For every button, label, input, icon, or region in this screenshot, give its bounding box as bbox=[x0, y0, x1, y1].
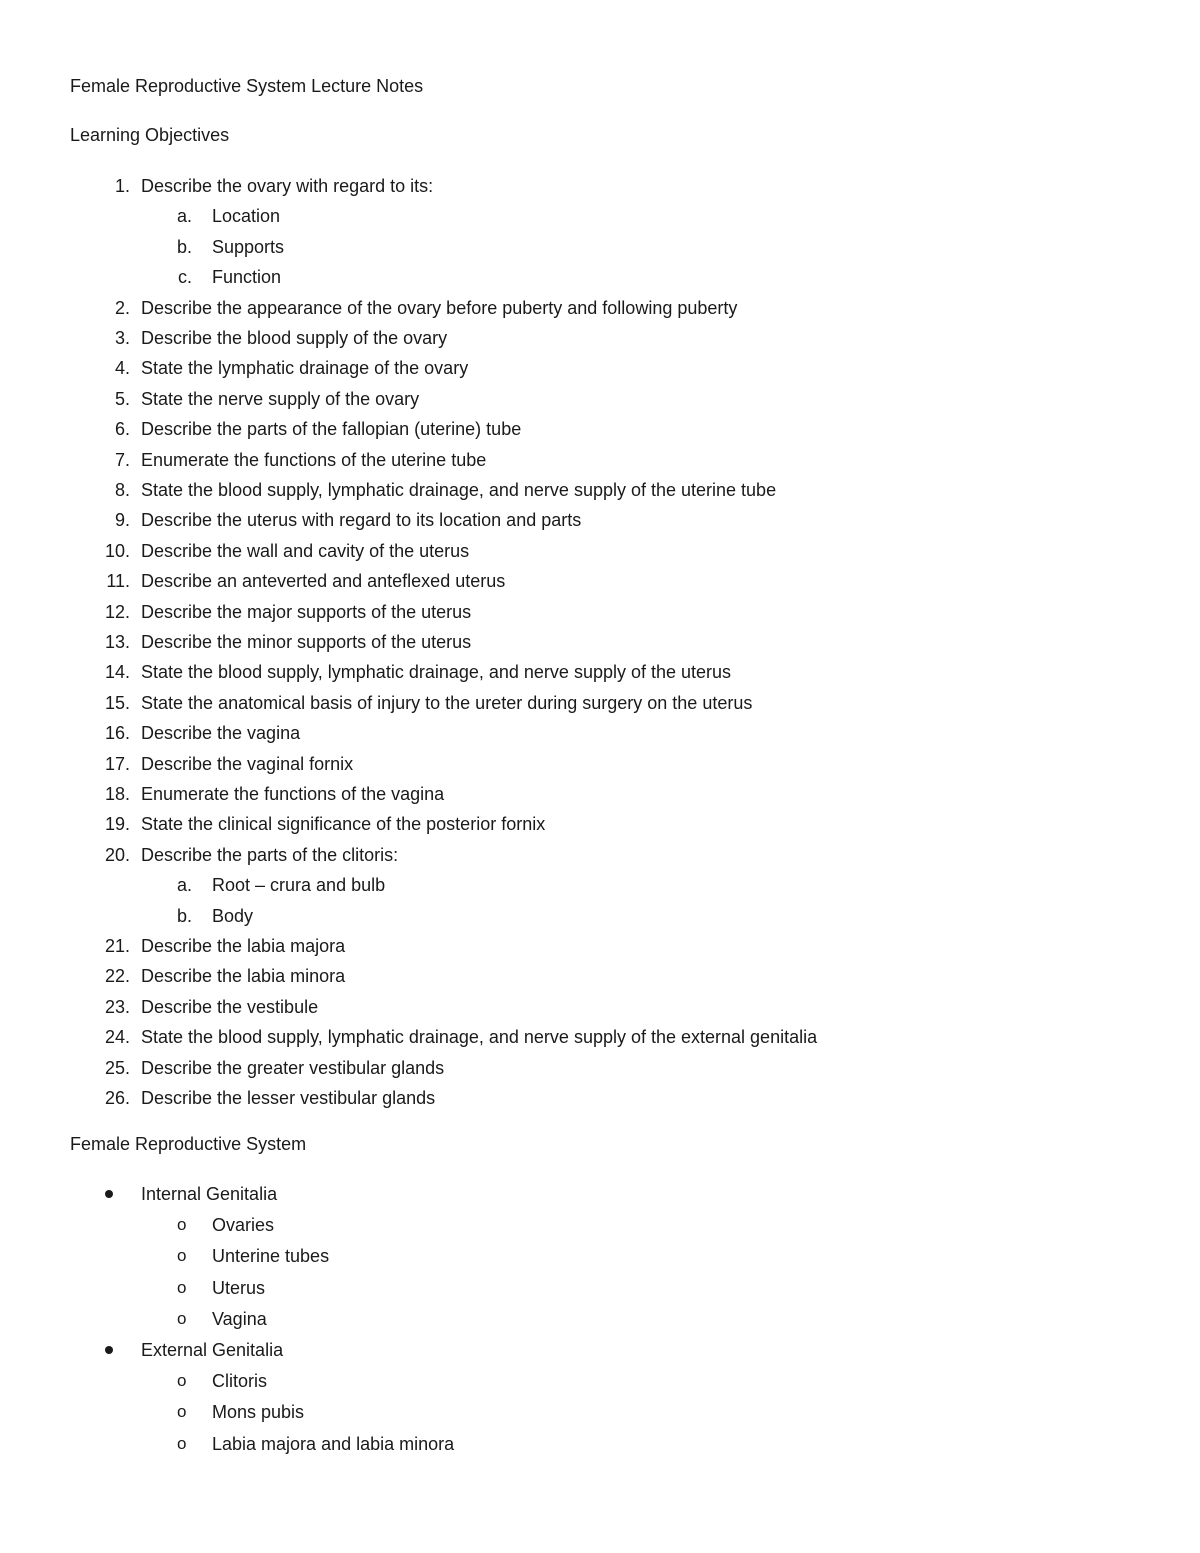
objective-number: 1. bbox=[114, 176, 130, 196]
objective-text: Describe the vaginal fornix bbox=[141, 754, 354, 774]
objective-subitem-text: Supports bbox=[212, 237, 285, 257]
objective-item bbox=[0, 1026, 1200, 1048]
objective-subitem bbox=[0, 905, 1200, 927]
objective-text: Describe the vestibule bbox=[141, 997, 319, 1017]
circle-bullet-icon: o bbox=[177, 1402, 187, 1421]
objective-number: 12. bbox=[104, 602, 130, 622]
system-subitem-text: Mons pubis bbox=[212, 1402, 305, 1422]
objective-number: 26. bbox=[104, 1088, 130, 1108]
system-subitem bbox=[0, 1433, 1200, 1455]
objective-number: 11. bbox=[106, 571, 130, 591]
objective-item bbox=[0, 601, 1200, 623]
objective-item bbox=[0, 996, 1200, 1018]
objective-text: Describe the major supports of the uterus bbox=[141, 602, 472, 622]
objective-number: 20. bbox=[104, 845, 130, 865]
system-subitem-text: Vagina bbox=[212, 1309, 267, 1329]
objective-item bbox=[0, 509, 1200, 531]
objective-item bbox=[0, 449, 1200, 471]
document-title: Female Reproductive System Lecture Notes bbox=[70, 76, 424, 96]
objective-number: 5. bbox=[114, 389, 130, 409]
objective-text: State the anatomical basis of injury to the ureter during surgery on the uterus bbox=[141, 693, 753, 713]
objective-item bbox=[0, 540, 1200, 562]
system-group bbox=[0, 1183, 1200, 1205]
objective-item bbox=[0, 357, 1200, 379]
objective-item bbox=[0, 297, 1200, 319]
system-subitem-text: Labia majora and labia minora bbox=[212, 1434, 455, 1454]
objective-subitem-text: Root – crura and bulb bbox=[212, 875, 386, 895]
objective-number: 21. bbox=[104, 936, 130, 956]
objective-text: Describe the parts of the clitoris: bbox=[141, 845, 399, 865]
system-subitem bbox=[0, 1308, 1200, 1330]
objective-number: 17. bbox=[104, 754, 130, 774]
objective-number: 24. bbox=[104, 1027, 130, 1047]
objective-number: 22. bbox=[104, 966, 130, 986]
objective-item bbox=[0, 783, 1200, 805]
objective-number: 25. bbox=[104, 1058, 130, 1078]
system-subitem bbox=[0, 1245, 1200, 1267]
objective-text: State the clinical significance of the posterior fornix bbox=[141, 814, 546, 834]
objective-text: Describe the labia minora bbox=[141, 966, 346, 986]
objective-subitem bbox=[0, 874, 1200, 896]
objective-number: 9. bbox=[114, 510, 130, 530]
objective-subitem-text: Function bbox=[212, 267, 282, 287]
system-subitem-text: Clitoris bbox=[212, 1371, 268, 1391]
objective-number: 19. bbox=[104, 814, 130, 834]
objective-item bbox=[0, 1087, 1200, 1109]
objective-number: 10. bbox=[104, 541, 130, 561]
objective-text: Describe the uterus with regard to its location and parts bbox=[141, 510, 582, 530]
objective-number: 8. bbox=[114, 480, 130, 500]
objective-subitem bbox=[0, 236, 1200, 258]
objectives-heading: Learning Objectives bbox=[70, 125, 230, 145]
objective-number: 2. bbox=[114, 298, 130, 318]
objective-item bbox=[0, 692, 1200, 714]
objective-text: Describe the appearance of the ovary before puberty and following puberty bbox=[141, 298, 738, 318]
objective-subitem-letter: a. bbox=[176, 875, 192, 895]
objective-item bbox=[0, 844, 1200, 866]
objective-text: Describe the ovary with regard to its: bbox=[141, 176, 434, 196]
objective-text: Enumerate the functions of the vagina bbox=[141, 784, 445, 804]
circle-bullet-icon: o bbox=[177, 1434, 187, 1453]
objective-text: State the blood supply, lymphatic drainage, and nerve supply of the uterus bbox=[141, 662, 732, 682]
system-subitem bbox=[0, 1214, 1200, 1236]
circle-bullet-icon: o bbox=[177, 1309, 187, 1328]
objective-item bbox=[0, 570, 1200, 592]
objective-subitem-letter: a. bbox=[176, 206, 192, 226]
objective-item bbox=[0, 722, 1200, 744]
objective-text: Describe the minor supports of the uterus bbox=[141, 632, 472, 652]
objective-item bbox=[0, 327, 1200, 349]
system-group bbox=[0, 1339, 1200, 1361]
objective-number: 15. bbox=[104, 693, 130, 713]
system-subitem bbox=[0, 1277, 1200, 1299]
system-subitem bbox=[0, 1370, 1200, 1392]
circle-bullet-icon: o bbox=[177, 1371, 187, 1390]
objective-text: State the lymphatic drainage of the ovary bbox=[141, 358, 469, 378]
objective-subitem bbox=[0, 205, 1200, 227]
bullet-icon bbox=[105, 1346, 113, 1354]
objective-text: Describe the labia majora bbox=[141, 936, 346, 956]
objective-text: Describe the blood supply of the ovary bbox=[141, 328, 448, 348]
objective-number: 14. bbox=[104, 662, 130, 682]
objective-text: Describe the parts of the fallopian (uterine) tube bbox=[141, 419, 522, 439]
system-group-label: Internal Genitalia bbox=[141, 1184, 278, 1204]
objective-item bbox=[0, 753, 1200, 775]
objective-number: 6. bbox=[114, 419, 130, 439]
objective-item bbox=[0, 631, 1200, 653]
circle-bullet-icon: o bbox=[177, 1246, 187, 1265]
objective-subitem-text: Location bbox=[212, 206, 281, 226]
objective-text: State the blood supply, lymphatic drainage, and nerve supply of the uterine tube bbox=[141, 480, 777, 500]
objective-item bbox=[0, 661, 1200, 683]
objective-item bbox=[0, 479, 1200, 501]
objective-subitem-letter: c. bbox=[177, 267, 192, 287]
objective-subitem-letter: b. bbox=[176, 906, 192, 926]
objective-subitem-text: Body bbox=[212, 906, 254, 926]
bullet-icon bbox=[105, 1190, 113, 1198]
system-subitem-text: Uterus bbox=[212, 1278, 266, 1298]
objective-item bbox=[0, 388, 1200, 410]
objective-number: 18. bbox=[104, 784, 130, 804]
objective-item bbox=[0, 1057, 1200, 1079]
circle-bullet-icon: o bbox=[177, 1215, 187, 1234]
objective-text: State the nerve supply of the ovary bbox=[141, 389, 420, 409]
system-subitem-text: Ovaries bbox=[212, 1215, 275, 1235]
objective-number: 23. bbox=[104, 997, 130, 1017]
objective-item bbox=[0, 935, 1200, 957]
objective-text: Describe the lesser vestibular glands bbox=[141, 1088, 436, 1108]
objective-item bbox=[0, 175, 1200, 197]
objective-text: Describe an anteverted and anteflexed uterus bbox=[141, 571, 506, 591]
objective-text: Describe the wall and cavity of the uterus bbox=[141, 541, 470, 561]
objective-text: Describe the vagina bbox=[141, 723, 301, 743]
objective-subitem-letter: b. bbox=[176, 237, 192, 257]
objective-number: 7. bbox=[114, 450, 130, 470]
objective-number: 4. bbox=[114, 358, 130, 378]
objective-subitem bbox=[0, 266, 1200, 288]
objective-text: Describe the greater vestibular glands bbox=[141, 1058, 445, 1078]
system-heading: Female Reproductive System bbox=[70, 1134, 307, 1154]
objective-number: 13. bbox=[104, 632, 130, 652]
objective-item bbox=[0, 418, 1200, 440]
objective-item bbox=[0, 965, 1200, 987]
objective-text: Enumerate the functions of the uterine tube bbox=[141, 450, 487, 470]
objective-text: State the blood supply, lymphatic drainage, and nerve supply of the external genitalia bbox=[141, 1027, 818, 1047]
objective-number: 3. bbox=[114, 328, 130, 348]
objective-item bbox=[0, 813, 1200, 835]
system-group-label: External Genitalia bbox=[141, 1340, 284, 1360]
system-subitem bbox=[0, 1401, 1200, 1423]
circle-bullet-icon: o bbox=[177, 1278, 187, 1297]
objective-number: 16. bbox=[104, 723, 130, 743]
system-subitem-text: Unterine tubes bbox=[212, 1246, 330, 1266]
